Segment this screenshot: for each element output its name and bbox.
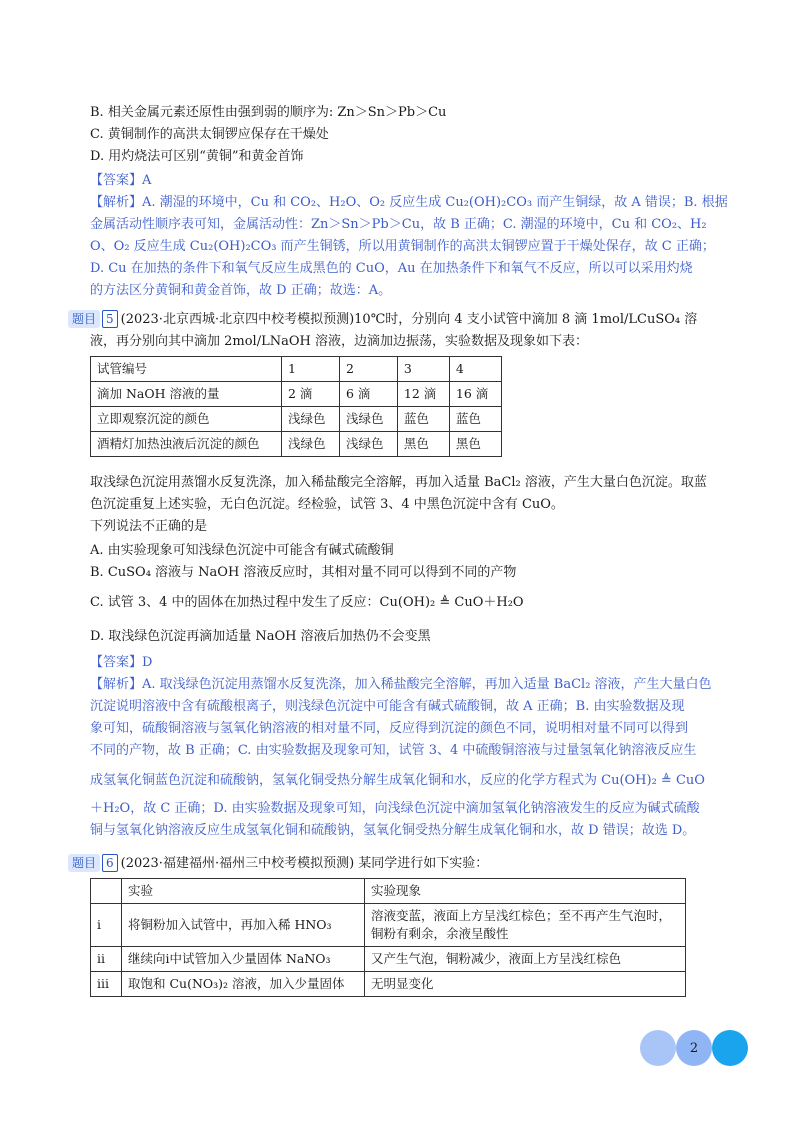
table-cell: 浅绿色 xyxy=(339,407,397,432)
table-row xyxy=(91,357,502,382)
table-row xyxy=(91,947,686,972)
table-cell: 蓝色 xyxy=(397,407,449,432)
table-cell: 酒精灯加热浊液后沉淀的颜色 xyxy=(91,432,282,457)
table-row xyxy=(91,432,502,457)
q4-analysis xyxy=(90,192,730,302)
q5-analysis-line: 沉淀说明溶液中含有硫酸根离子，则浅绿色沉淀中可能含有碱式硫酸铜，故 A 正确；B. 由实验数据及现 xyxy=(90,699,685,714)
q4-analysis-line: 金属活动性顺序表可知，金属活动性：Zn＞Sn＞Pb＞Cu，故 B 正确；C. 潮湿的环境中，Cu 和 CO₂、H₂ xyxy=(90,217,707,232)
q5-analysis-line: 象可知，硫酸铜溶液与氢氧化钠溶液的相对量不同，反应得到沉淀的颜色不同，说明相对量不同可以得到 xyxy=(90,721,689,736)
q5-option-b: B. CuSO₄ 溶液与 NaOH 溶液反应时，其相对量不同可以得到不同的产物 xyxy=(90,565,517,580)
table-cell: 黑色 xyxy=(397,432,449,457)
q5-after-line-1: 取浅绿色沉淀用蒸馏水反复洗涤，加入稀盐酸完全溶解，再加入适量 BaCl₂ 溶液，产生大量白色沉淀。取蓝 xyxy=(90,475,707,490)
question-badge: 题目 xyxy=(68,854,100,872)
q5-header xyxy=(68,310,697,330)
q5-option-d: D. 取浅绿色沉淀再滴加适量 NaOH 溶液后加热仍不会变黑 xyxy=(90,629,431,644)
q5-answer: 【答案】D xyxy=(90,655,153,670)
table-cell: 4 xyxy=(449,357,501,382)
table-cell: 16 滴 xyxy=(449,382,501,407)
question-badge: 题目 xyxy=(68,310,100,328)
table-cell: 浅绿色 xyxy=(282,407,340,432)
table-cell: iii xyxy=(91,972,122,997)
table-cell: 2 xyxy=(339,357,397,382)
q4-analysis-line: D. Cu 在加热的条件下和氧气反应生成黑色的 CuO，Au 在加热条件下和氧气不反应，所以可以采用灼烧 xyxy=(90,261,693,276)
q4-analysis-line: O、O₂ 反应生成 Cu₂(OH)₂CO₃ 而产生铜锈，所以用黄铜制作的高洪太铜锣应置于干燥处保存，故 C 正确； xyxy=(90,239,715,254)
table-cell: 试管编号 xyxy=(91,357,282,382)
page-circle-decoration xyxy=(712,1030,748,1066)
q5-analysis-line: ＋H₂O，故 C 正确；D. 由实验数据及现象可知，向浅绿色沉淀中滴加氢氧化钠溶液发生的反应为碱式硫酸 xyxy=(90,801,700,816)
table-cell: 1 xyxy=(282,357,340,382)
table-row xyxy=(91,879,686,904)
table-cell: 溶液变蓝，液面上方呈浅红棕色；至不再产生气泡时，铜粉有剩余，余液呈酸性 xyxy=(365,904,686,947)
option-d: D. 用灼烧法可区别“黄铜”和黄金首饰 xyxy=(90,149,304,164)
q6-stem: (2023·福建福州·福州三中校考模拟预测) 某同学进行如下实验： xyxy=(120,856,489,871)
q4-answer: 【答案】A xyxy=(90,173,152,188)
q5-stem-line-1: (2023·北京西城·北京四中校考模拟预测)10℃时，分别向 4 支小试管中滴加 8 滴 1mol/LCuSO₄ 溶 xyxy=(120,312,698,327)
q6-header xyxy=(68,854,488,874)
q5-analysis-line: 成氢氧化铜蓝色沉淀和硫酸钠，氢氧化铜受热分解生成氧化铜和水，反应的化学方程式为 Cu(OH)₂ ≜ CuO xyxy=(90,773,705,788)
table-cell: 2 滴 xyxy=(282,382,340,407)
q5-question-prompt: 下列说法不正确的是 xyxy=(90,519,208,534)
option-b: B. 相关金属元素还原性由强到弱的顺序为: Zn＞Sn＞Pb＞Cu xyxy=(90,105,447,120)
q5-after-line-2: 色沉淀重复上述实验，无白色沉淀。经检验，试管 3、4 中黑色沉淀中含有 CuO。 xyxy=(90,497,564,512)
question-number: 5 xyxy=(102,310,118,328)
page-circle-decoration xyxy=(640,1030,676,1066)
q5-analysis xyxy=(90,674,730,842)
q5-stem-line-2: 液，再分别向其中滴加 2mol/LNaOH 溶液，边滴加边振荡，实验数据及现象如下表： xyxy=(90,334,588,349)
table-cell: 立即观察沉淀的颜色 xyxy=(91,407,282,432)
q6-experiment-table xyxy=(90,878,686,997)
table-cell: 实验现象 xyxy=(365,879,686,904)
table-cell: 蓝色 xyxy=(449,407,501,432)
table-cell: 又产生气泡，铜粉减少，液面上方呈浅红棕色 xyxy=(365,947,686,972)
q5-data-table xyxy=(90,356,502,457)
question-number: 6 xyxy=(102,854,118,872)
option-c: C. 黄铜制作的高洪太铜锣应保存在干燥处 xyxy=(90,127,329,142)
table-cell xyxy=(91,879,122,904)
q5-analysis-line: 铜与氢氧化钠溶液反应生成氢氧化铜和硫酸钠，氢氧化铜受热分解生成氧化铜和水，故 D 错误；故选 D。 xyxy=(90,823,696,838)
page-number: 2 xyxy=(676,1030,712,1066)
table-cell: 黑色 xyxy=(449,432,501,457)
table-cell: 12 滴 xyxy=(397,382,449,407)
table-row xyxy=(91,972,686,997)
table-cell: 滴加 NaOH 溶液的量 xyxy=(91,382,282,407)
q4-analysis-line: 的方法区分黄铜和黄金首饰，故 D 正确；故选：A。 xyxy=(90,283,392,298)
table-cell: 浅绿色 xyxy=(339,432,397,457)
table-row xyxy=(91,904,686,947)
table-cell: 实验 xyxy=(122,879,365,904)
table-row xyxy=(91,407,502,432)
table-cell: i xyxy=(91,904,122,947)
table-cell: 3 xyxy=(397,357,449,382)
table-cell: 6 滴 xyxy=(339,382,397,407)
q5-analysis-line: 不同的产物，故 B 正确；C. 由实验数据及现象可知，试管 3、4 中硫酸铜溶液与过量氢氧化钠溶液反应生 xyxy=(90,743,697,758)
q5-option-c: C. 试管 3、4 中的固体在加热过程中发生了反应：Cu(OH)₂ ≜ CuO＋H₂O xyxy=(90,595,524,610)
table-cell: 取饱和 Cu(NO₃)₂ 溶液，加入少量固体 xyxy=(122,972,365,997)
table-cell: ii xyxy=(91,947,122,972)
q5-option-a: A. 由实验现象可知浅绿色沉淀中可能含有碱式硫酸铜 xyxy=(90,543,394,558)
table-cell: 继续向i中试管加入少量固体 NaNO₃ xyxy=(122,947,365,972)
table-cell: 无明显变化 xyxy=(365,972,686,997)
table-row xyxy=(91,382,502,407)
q4-analysis-line: 【解析】A. 潮湿的环境中，Cu 和 CO₂、H₂O、O₂ 反应生成 Cu₂(OH)₂CO₃ 而产生铜绿，故 A 错误；B. 根据 xyxy=(90,195,728,210)
table-cell: 浅绿色 xyxy=(282,432,340,457)
table-cell: 将铜粉加入试管中，再加入稀 HNO₃ xyxy=(122,904,365,947)
q5-analysis-line: 【解析】A. 取浅绿色沉淀用蒸馏水反复洗涤，加入稀盐酸完全溶解，再加入适量 BaCl₂ 溶液，产生大量白色 xyxy=(90,677,712,692)
